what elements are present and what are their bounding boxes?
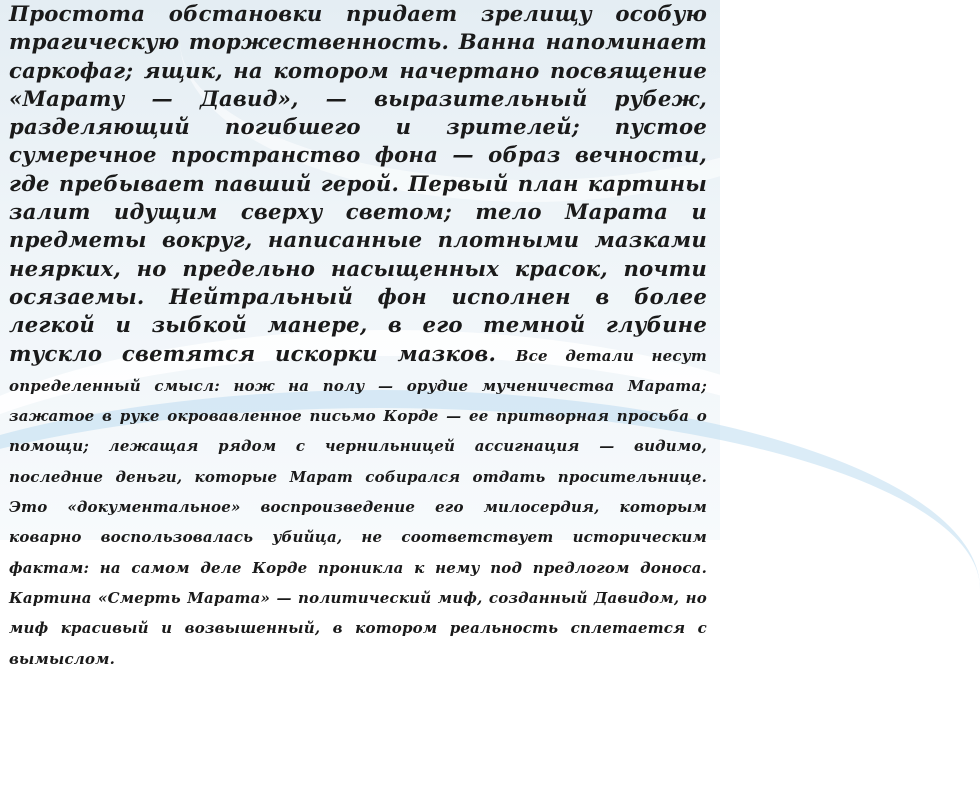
paragraph-large-text: Простота обстановки придает зрелищу особую трагическую торжественность. Ванна напоминает саркофаг; ящик, на котором начертано посвящение «Марату — Давид», — выразительный рубеж, разделяющий погибшего и зрителей; пустое сумеречное пространство фона — образ вечности, где пребывает павший герой. Первый план картины залит идущим сверху светом; тело Марата и предметы вокруг, написанные плотными мазками неярких, но предельно насыщенных красок, почти осязаемы. Нейтральный фон исполнен в более легкой и зыбкой манере, в его темной глубине тускло светятся искорки мазков. — [9, 1, 707, 366]
paragraph-small-text: Все детали несут определенный смысл: нож на полу — орудие мученичества Марата; зажатое в руке окровавленное письмо Корде — ее притворная просьба о помощи; лежащая рядом с чернильницей ассигнация — видимо, последние деньги, которые Марат собирался отдать просительнице. Это «документальное» воспроизведение его милосердия, которым коварно воспользовалась убийца, не соответствует историческим фактам: на самом деле Корде проникла к нему под предлогом доноса. Картина «Смерть Марата» — политический миф, созданный Давидом, но миф красивый и возвышенный, в котором реальность сплетается с вымыслом. — [9, 346, 708, 668]
slide-text-block — [9, 0, 707, 673]
paragraph-large — [9, 0, 707, 673]
